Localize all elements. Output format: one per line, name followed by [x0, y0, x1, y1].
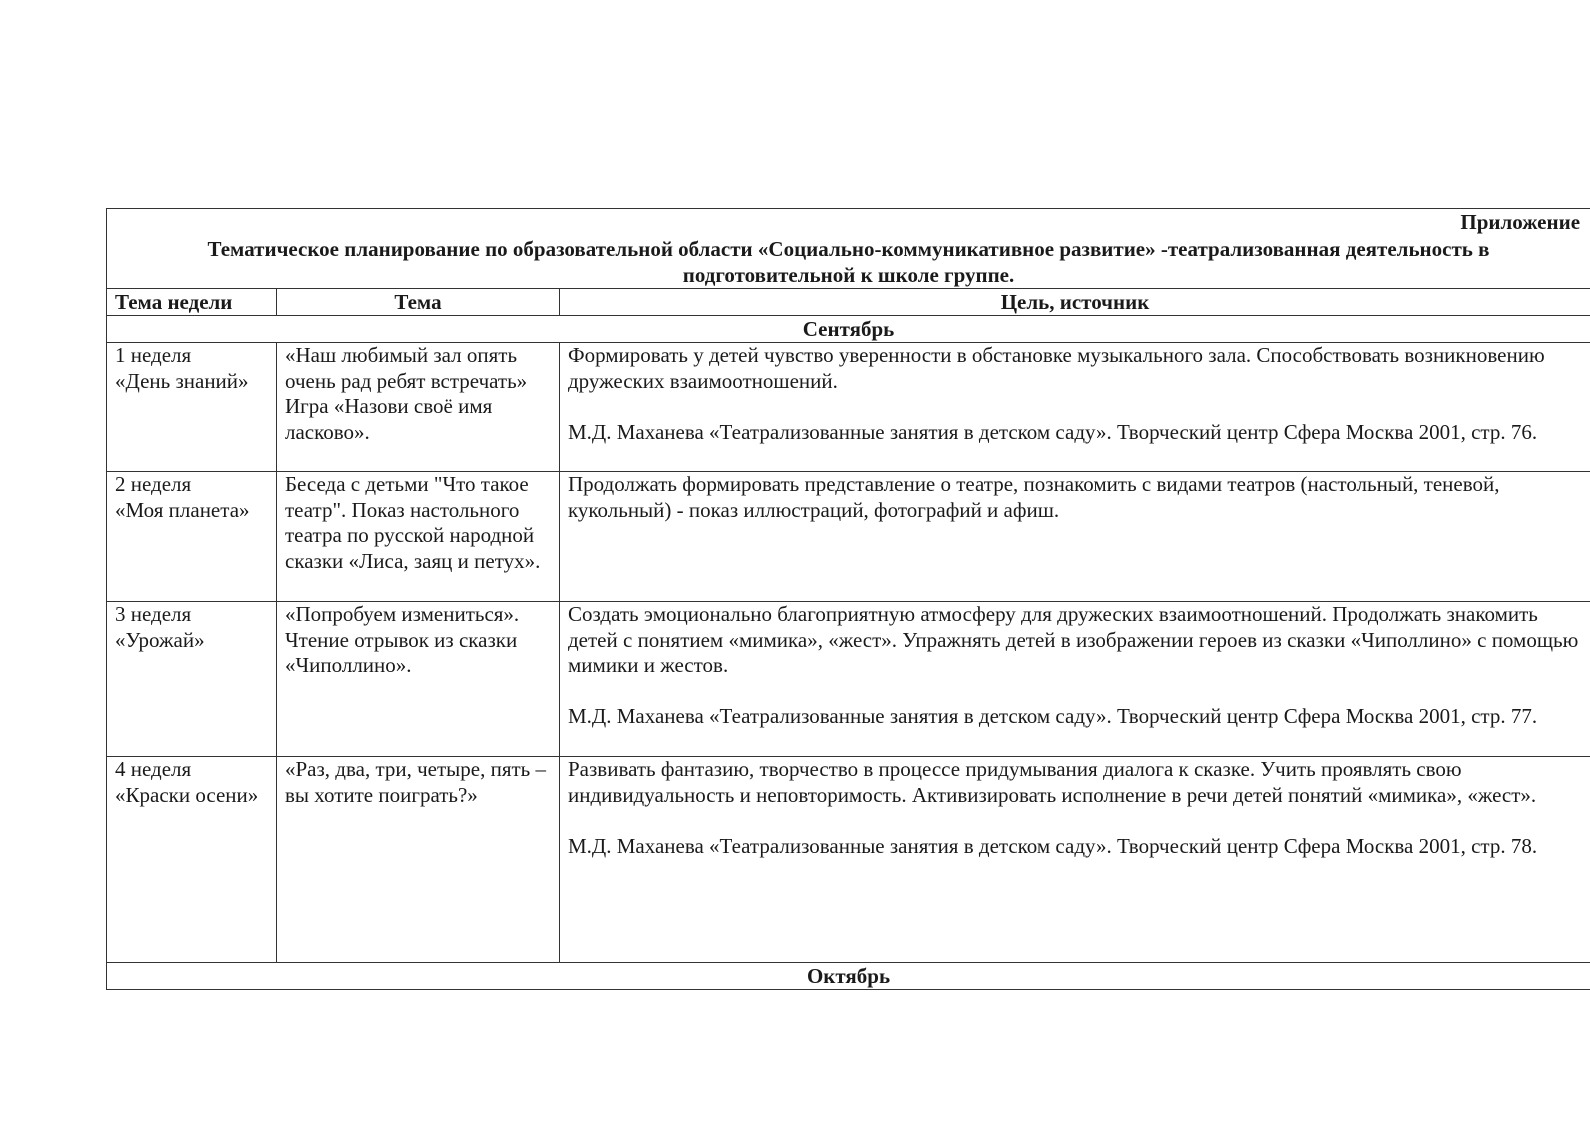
month-label-september: Сентябрь	[107, 316, 1590, 343]
column-header-goal: Цель, источник	[560, 289, 1590, 316]
goal-cell	[560, 472, 1590, 602]
month-row-october	[107, 963, 1590, 990]
topic-text: «Раз, два, три, четыре, пять – вы хотите поиграть?»	[285, 757, 547, 807]
topic-cell	[277, 602, 560, 757]
document-title: Тематическое планирование по образовательной области «Социально-коммуникативное развитие» -театрализованная деятельность в подготовительной к школе группе.	[207, 237, 1490, 287]
topic-cell	[277, 472, 560, 602]
week-cell	[107, 343, 277, 472]
week-number: 3 неделя	[115, 602, 192, 626]
week-number: 4 неделя	[115, 757, 192, 781]
topic-text: «Наш любимый зал опять очень рад ребят встречать» Игра «Назови своё имя ласково».	[285, 343, 528, 444]
source-text: М.Д. Маханева «Театрализованные занятия в детском саду». Творческий центр Сфера Москва 2001, стр. 77.	[568, 704, 1538, 728]
goal-text: Развивать фантазию, творчество в процессе придумывания диалога к сказке. Учить проявлять свою индивидуальность и неповторимость. Активизировать исполнение в речи детей понятий «мимика», «жест».	[568, 757, 1537, 807]
week-cell	[107, 757, 277, 963]
goal-cell	[560, 602, 1590, 757]
table-row	[107, 472, 1590, 602]
week-topic: «Урожай»	[115, 627, 205, 652]
week-topic: «Моя планета»	[115, 497, 250, 522]
topic-text: Беседа с детьми "Что такое театр". Показ настольного театра по русской народной сказки «Лиса, заяц и петух».	[285, 472, 541, 573]
goal-cell	[560, 757, 1590, 963]
table-header-cell	[107, 209, 1590, 289]
source-text: М.Д. Маханева «Театрализованные занятия в детском саду». Творческий центр Сфера Москва 2001, стр. 78.	[568, 833, 1538, 858]
topic-cell	[277, 757, 560, 963]
table-row	[107, 602, 1590, 757]
table-header-row	[107, 209, 1590, 289]
week-number: 2 неделя	[115, 472, 192, 496]
month-row-september	[107, 316, 1590, 343]
table-row	[107, 757, 1590, 963]
month-label-october: Октябрь	[107, 963, 1590, 990]
column-header-topic: Тема	[277, 289, 560, 316]
appendix-label: Приложение	[1460, 210, 1581, 234]
column-header-week: Тема недели	[107, 289, 277, 316]
week-topic: «День знаний»	[115, 368, 249, 393]
goal-text: Создать эмоционально благоприятную атмосферу для дружеских взаимоотношений. Продолжать знакомить детей с понятием «мимика», «жест». Упражнять детей в изображении героев из сказки «Чиполлино» с помощью мимики и жестов.	[568, 602, 1579, 677]
table-row	[107, 343, 1590, 472]
source-text: М.Д. Маханева «Театрализованные занятия в детском саду». Творческий центр Сфера Москва 2001, стр. 76.	[568, 419, 1538, 444]
week-number: 1 неделя	[115, 343, 192, 367]
goal-text: Продолжать формировать представление о театре, познакомить с видами театров (настольный, теневой, кукольный) - показ иллюстраций, фотографий и афиш.	[568, 472, 1500, 522]
week-cell	[107, 472, 277, 602]
goal-cell	[560, 343, 1590, 472]
column-header-row	[107, 289, 1590, 316]
goal-text: Формировать у детей чувство уверенности в обстановке музыкального зала. Способствовать возникновению дружеских взаимоотношений.	[568, 343, 1545, 393]
planning-table	[106, 208, 1590, 990]
topic-text: «Попробуем измениться». Чтение отрывок из сказки «Чиполлино».	[285, 602, 520, 677]
week-cell	[107, 602, 277, 757]
topic-cell	[277, 343, 560, 472]
week-topic: «Краски осени»	[115, 782, 259, 807]
